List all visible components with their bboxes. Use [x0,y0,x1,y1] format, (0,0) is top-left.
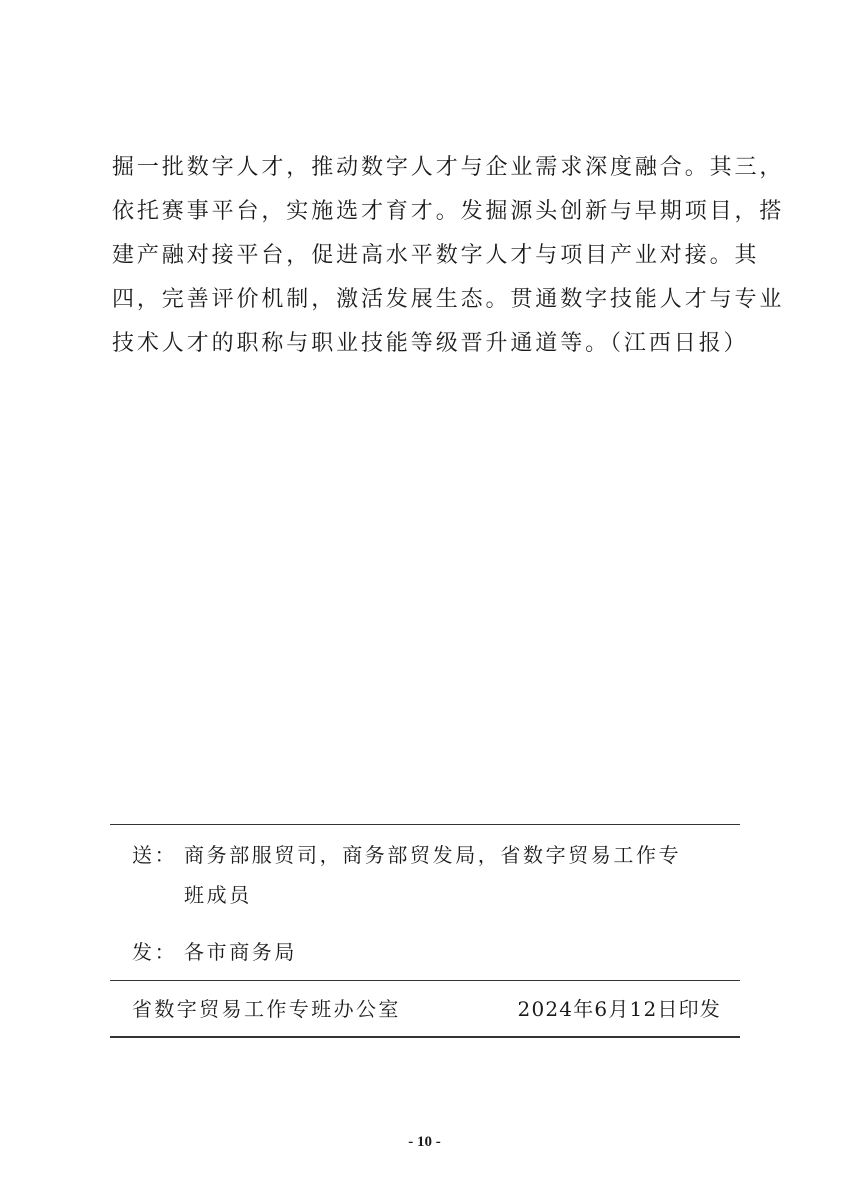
page-number: - 10 - [408,1134,441,1150]
body-line-5: 技术人才的职称与职业技能等级晋升通道等。（江西日报） [112,331,749,356]
send-recipients-line1: 商务部服贸司，商务部贸发局，省数字贸易工作专 [184,843,682,867]
body-line-1: 掘一批数字人才，推动数字人才与企业需求深度融合。其三， [112,155,785,180]
footer-bottom-rule [110,1036,740,1038]
issue-date: 2024年6月12日印发 [517,997,721,1021]
send-label: 送： [132,843,178,867]
send-recipients-line2: 班成员 [184,883,252,907]
issue-row [132,931,297,973]
issue-recipients: 各市商务局 [184,940,297,964]
footer-top-rule [110,980,740,981]
body-line-2: 依托赛事平台，实施选才育才。发掘源头创新与早期项目，搭 [112,199,785,224]
body-text [112,146,785,366]
issue-label: 发： [132,940,178,964]
send-row [132,834,681,876]
body-line-4: 四，完善评价机制，激活发展生态。贯通数字技能人才与专业 [112,287,785,312]
distribution-top-rule [110,824,740,825]
body-line-3: 建产融对接平台，促进高水平数字人才与项目产业对接。其 [112,243,760,268]
issuing-office: 省数字贸易工作专班办公室 [132,997,401,1021]
